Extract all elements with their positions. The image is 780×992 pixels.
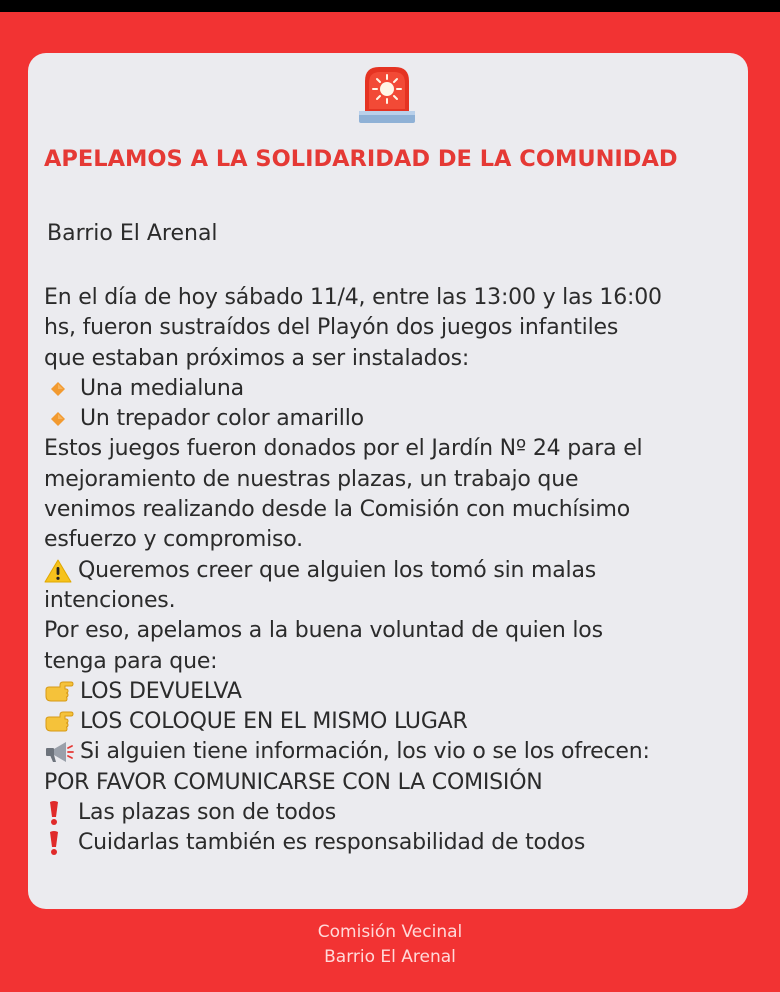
- warning-icon: [44, 559, 72, 583]
- closing-text: Cuidarlas también es responsabilidad de todos: [78, 830, 586, 856]
- intro-line: En el día de hoy sábado 11/4, entre las 13:00 y las 16:00: [44, 285, 662, 310]
- closing-line: [44, 798, 744, 828]
- neighborhood-name: Barrio El Arenal: [47, 221, 218, 246]
- donation-line: mejoramiento de nuestras plazas, un trabajo que: [44, 466, 579, 492]
- info-text: Si alguien tiene información, los vio o se los ofrecen:: [80, 739, 650, 765]
- pointing-hand-icon: [44, 710, 74, 734]
- footer-line: Barrio El Arenal: [324, 947, 456, 967]
- intro-line: hs, fueron sustraídos del Playón dos juegos infantiles: [44, 315, 619, 341]
- megaphone-icon: [44, 740, 74, 764]
- closing-line: [44, 828, 744, 858]
- info-line: POR FAVOR COMUNICARSE CON LA COMISIÓN: [44, 769, 543, 795]
- warning-line: intenciones.: [44, 587, 176, 613]
- intro-line: que estaban próximos a ser instalados:: [44, 345, 470, 371]
- warning-text: Queremos creer que alguien los tomó sin malas: [78, 557, 597, 583]
- request-item: [44, 677, 744, 707]
- announcement-card: [28, 53, 748, 909]
- footer-line: Comisión Vecinal: [317, 922, 463, 942]
- info-line: [44, 737, 744, 767]
- list-item-label: Una medialuna: [80, 375, 244, 401]
- request-text: LOS DEVUELVA: [80, 678, 242, 704]
- post-background: [0, 12, 780, 992]
- list-item: [44, 404, 744, 434]
- message-body: [44, 283, 744, 859]
- request-item: [44, 707, 744, 737]
- appeal-line: tenga para que:: [44, 648, 218, 674]
- warning-line: [44, 556, 744, 586]
- pointing-hand-icon: [44, 680, 74, 704]
- request-text: LOS COLOQUE EN EL MISMO LUGAR: [80, 709, 468, 735]
- footer-signature: [0, 920, 780, 970]
- list-item-label: Un trepador color amarillo: [80, 406, 364, 432]
- donation-line: venimos realizando desde la Comisión con muchísimo: [44, 497, 631, 523]
- police-light-icon: [355, 63, 419, 127]
- headline: APELAMOS A LA SOLIDARIDAD DE LA COMUNIDAD: [44, 146, 678, 172]
- red-exclamation-icon: [44, 830, 64, 856]
- orange-diamond-icon: [50, 381, 66, 397]
- donation-line: esfuerzo y compromiso.: [44, 527, 303, 553]
- red-exclamation-icon: [44, 800, 64, 826]
- orange-diamond-icon: [50, 411, 66, 427]
- appeal-line: Por eso, apelamos a la buena voluntad de quien los: [44, 618, 603, 644]
- donation-line: Estos juegos fueron donados por el Jardín Nº 24 para el: [44, 436, 643, 462]
- closing-text: Las plazas son de todos: [78, 800, 336, 826]
- list-item: [44, 374, 744, 404]
